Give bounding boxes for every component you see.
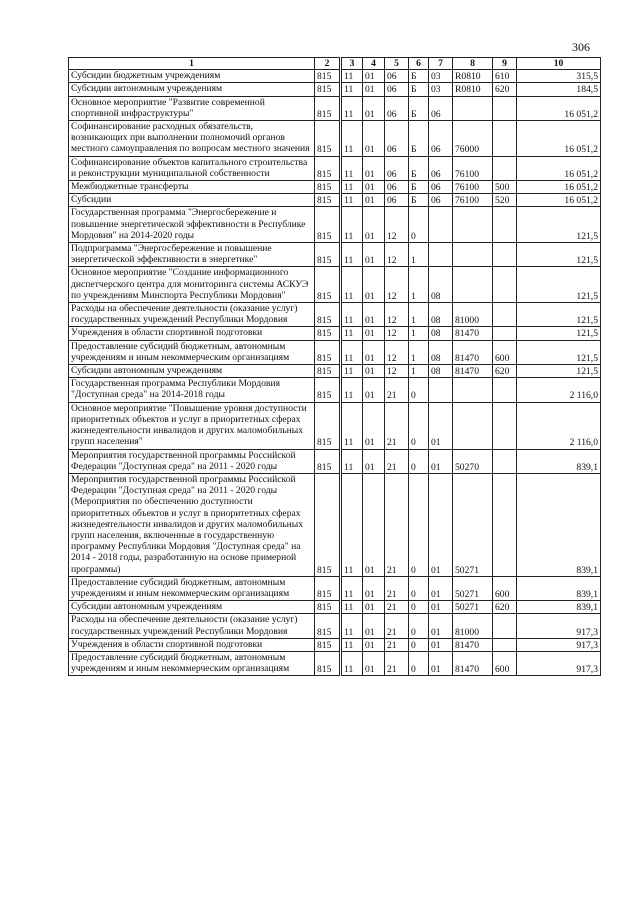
code-cell-c7: 08 — [429, 327, 453, 340]
code-cell-c8 — [453, 96, 493, 120]
code-cell-c9: 520 — [493, 194, 517, 207]
code-cell-c9 — [493, 327, 517, 340]
table-row — [69, 449, 601, 473]
code-cell-c2: 815 — [315, 614, 341, 638]
amount-cell: 184,5 — [517, 83, 601, 96]
code-cell-c5: 06 — [385, 70, 409, 83]
code-cell-c9: 500 — [493, 181, 517, 194]
code-cell-c6: 0 — [409, 638, 429, 651]
code-cell-c2: 815 — [315, 156, 341, 180]
page-number: 306 — [572, 40, 590, 54]
row-name-cell: Мероприятия государственной программы Российской Федерации "Доступная среда" на 2011 - 2020 годы (Мероприятия по обеспечению доступности приоритетных объектов и услуг в приоритетных сферах жизнедеятельности инвалидов и других маломобильных групп населения, включенные в государственную программу Республики Мордовия "Доступная среда" на 2014 - 2018 годы, разработанную на основе примерной программы) — [69, 473, 315, 576]
code-cell-c9: 610 — [493, 70, 517, 83]
code-cell-c8: 81470 — [453, 340, 493, 364]
code-cell-c6: 0 — [409, 473, 429, 576]
code-cell-c3: 11 — [341, 70, 363, 83]
code-cell-c6: 1 — [409, 267, 429, 303]
code-cell-c2: 815 — [315, 378, 341, 402]
column-header: 1 — [69, 58, 315, 70]
code-cell-c3: 11 — [341, 601, 363, 614]
row-name-cell: Мероприятия государственной программы Российской Федерации "Доступная среда" на 2011 - 2020 годы — [69, 449, 315, 473]
code-cell-c9 — [493, 156, 517, 180]
code-cell-c2: 815 — [315, 651, 341, 675]
row-name-cell: Предоставление субсидий бюджетным, автономным учреждениям и иным некоммерческим организациям — [69, 340, 315, 364]
amount-cell: 917,3 — [517, 638, 601, 651]
code-cell-c2: 815 — [315, 121, 341, 157]
column-header: 6 — [409, 58, 429, 70]
table-body — [69, 70, 601, 676]
code-cell-c6: Б — [409, 83, 429, 96]
amount-cell: 839,1 — [517, 473, 601, 576]
code-cell-c5: 21 — [385, 614, 409, 638]
code-cell-c3: 11 — [341, 267, 363, 303]
amount-cell: 16 051,2 — [517, 96, 601, 120]
code-cell-c5: 21 — [385, 576, 409, 600]
code-cell-c9: 620 — [493, 365, 517, 378]
code-cell-c5: 12 — [385, 207, 409, 243]
code-cell-c7: 01 — [429, 601, 453, 614]
code-cell-c2: 815 — [315, 181, 341, 194]
code-cell-c4: 01 — [363, 473, 385, 576]
code-cell-c7: 01 — [429, 402, 453, 449]
code-cell-c2: 815 — [315, 96, 341, 120]
code-cell-c4: 01 — [363, 96, 385, 120]
code-cell-c4: 01 — [363, 638, 385, 651]
row-name-cell: Софинансирование расходных обязательств, возникающих при выполнении полномочий органов местного самоуправления по вопросам местного значения — [69, 121, 315, 157]
code-cell-c7: 03 — [429, 83, 453, 96]
code-cell-c7 — [429, 378, 453, 402]
table-row — [69, 156, 601, 180]
code-cell-c4: 01 — [363, 651, 385, 675]
code-cell-c4: 01 — [363, 340, 385, 364]
row-name-cell: Учреждения в области спортивной подготовки — [69, 327, 315, 340]
code-cell-c5: 21 — [385, 651, 409, 675]
code-cell-c4: 01 — [363, 449, 385, 473]
code-cell-c3: 11 — [341, 243, 363, 267]
code-cell-c5: 21 — [385, 378, 409, 402]
code-cell-c8: 76000 — [453, 121, 493, 157]
code-cell-c3: 11 — [341, 303, 363, 327]
code-cell-c4: 01 — [363, 327, 385, 340]
table-row — [69, 70, 601, 83]
row-name-cell: Софинансирование объектов капитального строительства и реконструкции муниципальной собственности — [69, 156, 315, 180]
code-cell-c8 — [453, 402, 493, 449]
amount-cell: 121,5 — [517, 243, 601, 267]
row-name-cell: Основное мероприятие "Создание информационного диспетчерского центра для мониторинга системы АСКУЭ по учреждениям Минспорта Республики Мордовия" — [69, 267, 315, 303]
code-cell-c5: 12 — [385, 327, 409, 340]
column-header: 2 — [315, 58, 341, 70]
amount-cell: 121,5 — [517, 340, 601, 364]
code-cell-c4: 01 — [363, 601, 385, 614]
code-cell-c5: 21 — [385, 402, 409, 449]
code-cell-c8 — [453, 243, 493, 267]
code-cell-c9 — [493, 207, 517, 243]
code-cell-c4: 01 — [363, 70, 385, 83]
code-cell-c6: Б — [409, 156, 429, 180]
code-cell-c7: 01 — [429, 449, 453, 473]
code-cell-c3: 11 — [341, 638, 363, 651]
code-cell-c9 — [493, 96, 517, 120]
code-cell-c8: 81470 — [453, 365, 493, 378]
code-cell-c2: 815 — [315, 70, 341, 83]
code-cell-c9: 600 — [493, 651, 517, 675]
code-cell-c3: 11 — [341, 194, 363, 207]
code-cell-c6: 1 — [409, 243, 429, 267]
budget-table — [68, 57, 601, 676]
code-cell-c5: 06 — [385, 156, 409, 180]
code-cell-c5: 12 — [385, 303, 409, 327]
table-row — [69, 576, 601, 600]
code-cell-c9 — [493, 243, 517, 267]
code-cell-c6: 0 — [409, 207, 429, 243]
code-cell-c9: 600 — [493, 340, 517, 364]
table-row — [69, 207, 601, 243]
code-cell-c8: 50271 — [453, 473, 493, 576]
code-cell-c8: 81000 — [453, 614, 493, 638]
code-cell-c3: 11 — [341, 449, 363, 473]
table-row — [69, 614, 601, 638]
code-cell-c7: 03 — [429, 70, 453, 83]
code-cell-c9 — [493, 378, 517, 402]
table-row — [69, 402, 601, 449]
table-row — [69, 83, 601, 96]
column-header: 5 — [385, 58, 409, 70]
code-cell-c2: 815 — [315, 207, 341, 243]
code-cell-c7: 06 — [429, 121, 453, 157]
code-cell-c3: 11 — [341, 365, 363, 378]
code-cell-c4: 01 — [363, 181, 385, 194]
code-cell-c7: 06 — [429, 96, 453, 120]
code-cell-c5: 12 — [385, 243, 409, 267]
code-cell-c8: R0810 — [453, 70, 493, 83]
amount-cell: 121,5 — [517, 267, 601, 303]
code-cell-c6: 0 — [409, 601, 429, 614]
row-name-cell: Субсидии бюджетным учреждениям — [69, 70, 315, 83]
code-cell-c7: 01 — [429, 473, 453, 576]
code-cell-c7: 06 — [429, 181, 453, 194]
row-name-cell: Субсидии автономным учреждениям — [69, 601, 315, 614]
code-cell-c3: 11 — [341, 340, 363, 364]
code-cell-c6: 1 — [409, 365, 429, 378]
row-name-cell: Межбюджетные трансферты — [69, 181, 315, 194]
table-row — [69, 243, 601, 267]
table-row — [69, 638, 601, 651]
code-cell-c4: 01 — [363, 121, 385, 157]
code-cell-c3: 11 — [341, 121, 363, 157]
table-row — [69, 365, 601, 378]
code-cell-c6: Б — [409, 70, 429, 83]
code-cell-c7: 08 — [429, 340, 453, 364]
row-name-cell: Расходы на обеспечение деятельности (оказание услуг) государственных учреждений Республики Мордовия — [69, 303, 315, 327]
code-cell-c3: 11 — [341, 576, 363, 600]
code-cell-c6: 0 — [409, 378, 429, 402]
code-cell-c5: 21 — [385, 638, 409, 651]
row-name-cell: Основное мероприятие "Повышение уровня доступности приоритетных объектов и услуг в приоритетных сферах жизнедеятельности инвалидов и других маломобильных групп населения" — [69, 402, 315, 449]
code-cell-c9 — [493, 473, 517, 576]
code-cell-c7: 01 — [429, 638, 453, 651]
amount-cell: 839,1 — [517, 601, 601, 614]
code-cell-c4: 01 — [363, 207, 385, 243]
code-cell-c6: 0 — [409, 576, 429, 600]
code-cell-c7: 06 — [429, 194, 453, 207]
code-cell-c4: 01 — [363, 83, 385, 96]
code-cell-c9 — [493, 303, 517, 327]
code-cell-c5: 21 — [385, 601, 409, 614]
code-cell-c5: 06 — [385, 194, 409, 207]
code-cell-c5: 06 — [385, 121, 409, 157]
amount-cell: 16 051,2 — [517, 194, 601, 207]
code-cell-c2: 815 — [315, 601, 341, 614]
table-row — [69, 327, 601, 340]
code-cell-c8: 76100 — [453, 156, 493, 180]
code-cell-c7: 01 — [429, 614, 453, 638]
code-cell-c2: 815 — [315, 638, 341, 651]
amount-cell: 121,5 — [517, 207, 601, 243]
row-name-cell: Расходы на обеспечение деятельности (оказание услуг) государственных учреждений Республики Мордовия — [69, 614, 315, 638]
amount-cell: 2 116,0 — [517, 402, 601, 449]
code-cell-c2: 815 — [315, 267, 341, 303]
row-name-cell: Субсидии автономным учреждениям — [69, 83, 315, 96]
code-cell-c9 — [493, 121, 517, 157]
code-cell-c4: 01 — [363, 267, 385, 303]
code-cell-c6: 0 — [409, 651, 429, 675]
amount-cell: 315,5 — [517, 70, 601, 83]
code-cell-c8: 50270 — [453, 449, 493, 473]
row-name-cell: Учреждения в области спортивной подготовки — [69, 638, 315, 651]
row-name-cell: Предоставление субсидий бюджетным, автономным учреждениям и иным некоммерческим организациям — [69, 576, 315, 600]
table-row — [69, 96, 601, 120]
code-cell-c2: 815 — [315, 340, 341, 364]
amount-cell: 2 116,0 — [517, 378, 601, 402]
code-cell-c7: 06 — [429, 156, 453, 180]
code-cell-c2: 815 — [315, 449, 341, 473]
amount-cell: 121,5 — [517, 327, 601, 340]
code-cell-c8: 76100 — [453, 181, 493, 194]
code-cell-c2: 815 — [315, 365, 341, 378]
table-row — [69, 303, 601, 327]
code-cell-c9 — [493, 267, 517, 303]
table-row — [69, 121, 601, 157]
code-cell-c9 — [493, 449, 517, 473]
amount-cell: 839,1 — [517, 576, 601, 600]
code-cell-c5: 12 — [385, 267, 409, 303]
code-cell-c5: 06 — [385, 83, 409, 96]
code-cell-c8: 81470 — [453, 327, 493, 340]
amount-cell: 121,5 — [517, 365, 601, 378]
code-cell-c6: 0 — [409, 402, 429, 449]
row-name-cell: Основное мероприятие "Развитие современной спортивной инфраструктуры" — [69, 96, 315, 120]
code-cell-c6: 1 — [409, 303, 429, 327]
column-header: 10 — [517, 58, 601, 70]
code-cell-c6: 0 — [409, 449, 429, 473]
column-header: 9 — [493, 58, 517, 70]
amount-cell: 917,3 — [517, 651, 601, 675]
row-name-cell: Субсидии автономным учреждениям — [69, 365, 315, 378]
code-cell-c2: 815 — [315, 303, 341, 327]
code-cell-c4: 01 — [363, 194, 385, 207]
code-cell-c5: 21 — [385, 473, 409, 576]
amount-cell: 16 051,2 — [517, 121, 601, 157]
code-cell-c4: 01 — [363, 243, 385, 267]
column-header: 3 — [341, 58, 363, 70]
column-header: 7 — [429, 58, 453, 70]
code-cell-c8 — [453, 267, 493, 303]
code-cell-c4: 01 — [363, 378, 385, 402]
code-cell-c3: 11 — [341, 378, 363, 402]
code-cell-c3: 11 — [341, 96, 363, 120]
code-cell-c7: 08 — [429, 365, 453, 378]
code-cell-c4: 01 — [363, 614, 385, 638]
code-cell-c2: 815 — [315, 327, 341, 340]
row-name-cell: Субсидии — [69, 194, 315, 207]
table-row — [69, 267, 601, 303]
code-cell-c6: Б — [409, 181, 429, 194]
code-cell-c4: 01 — [363, 303, 385, 327]
code-cell-c9: 620 — [493, 83, 517, 96]
amount-cell: 121,5 — [517, 303, 601, 327]
code-cell-c3: 11 — [341, 207, 363, 243]
code-cell-c3: 11 — [341, 181, 363, 194]
code-cell-c8 — [453, 378, 493, 402]
code-cell-c3: 11 — [341, 651, 363, 675]
code-cell-c4: 01 — [363, 576, 385, 600]
code-cell-c7: 01 — [429, 651, 453, 675]
code-cell-c6: Б — [409, 121, 429, 157]
column-header: 4 — [363, 58, 385, 70]
row-name-cell: Предоставление субсидий бюджетным, автономным учреждениям и иным некоммерческим организациям — [69, 651, 315, 675]
code-cell-c2: 815 — [315, 473, 341, 576]
code-cell-c8: 81000 — [453, 303, 493, 327]
table-row — [69, 194, 601, 207]
header-row — [69, 58, 601, 70]
code-cell-c6: Б — [409, 96, 429, 120]
code-cell-c5: 06 — [385, 96, 409, 120]
code-cell-c6: Б — [409, 194, 429, 207]
code-cell-c2: 815 — [315, 194, 341, 207]
column-header: 8 — [453, 58, 493, 70]
code-cell-c8: 50271 — [453, 576, 493, 600]
code-cell-c2: 815 — [315, 83, 341, 96]
row-name-cell: Государственная программа Республики Мордовия "Доступная среда" на 2014-2018 годы — [69, 378, 315, 402]
code-cell-c6: 1 — [409, 327, 429, 340]
code-cell-c3: 11 — [341, 327, 363, 340]
table-row — [69, 378, 601, 402]
row-name-cell: Подпрограмма "Энергосбережение и повышение энергетической эффективности в энергетике" — [69, 243, 315, 267]
amount-cell: 16 051,2 — [517, 181, 601, 194]
code-cell-c3: 11 — [341, 156, 363, 180]
code-cell-c5: 12 — [385, 365, 409, 378]
code-cell-c8: R0810 — [453, 83, 493, 96]
code-cell-c9 — [493, 638, 517, 651]
amount-cell: 16 051,2 — [517, 156, 601, 180]
table-row — [69, 651, 601, 675]
code-cell-c4: 01 — [363, 365, 385, 378]
code-cell-c6: 1 — [409, 340, 429, 364]
code-cell-c5: 06 — [385, 181, 409, 194]
code-cell-c9: 620 — [493, 601, 517, 614]
code-cell-c5: 21 — [385, 449, 409, 473]
code-cell-c3: 11 — [341, 614, 363, 638]
amount-cell: 917,3 — [517, 614, 601, 638]
table-row — [69, 181, 601, 194]
table-row — [69, 340, 601, 364]
code-cell-c3: 11 — [341, 402, 363, 449]
code-cell-c8: 50271 — [453, 601, 493, 614]
code-cell-c8: 76100 — [453, 194, 493, 207]
row-name-cell: Государственная программа "Энергосбережение и повышение энергетической эффективности в Республике Мордовия" на 2014-2020 годы — [69, 207, 315, 243]
code-cell-c2: 815 — [315, 243, 341, 267]
code-cell-c7 — [429, 243, 453, 267]
code-cell-c9 — [493, 614, 517, 638]
code-cell-c7 — [429, 207, 453, 243]
table-row — [69, 601, 601, 614]
code-cell-c9 — [493, 402, 517, 449]
amount-cell: 839,1 — [517, 449, 601, 473]
table-row — [69, 473, 601, 576]
code-cell-c8: 81470 — [453, 651, 493, 675]
code-cell-c7: 01 — [429, 576, 453, 600]
code-cell-c4: 01 — [363, 156, 385, 180]
code-cell-c6: 0 — [409, 614, 429, 638]
code-cell-c9: 600 — [493, 576, 517, 600]
code-cell-c5: 12 — [385, 340, 409, 364]
code-cell-c7: 08 — [429, 267, 453, 303]
code-cell-c2: 815 — [315, 576, 341, 600]
code-cell-c4: 01 — [363, 402, 385, 449]
code-cell-c2: 815 — [315, 402, 341, 449]
code-cell-c8: 81470 — [453, 638, 493, 651]
code-cell-c7: 08 — [429, 303, 453, 327]
code-cell-c3: 11 — [341, 83, 363, 96]
code-cell-c3: 11 — [341, 473, 363, 576]
code-cell-c8 — [453, 207, 493, 243]
